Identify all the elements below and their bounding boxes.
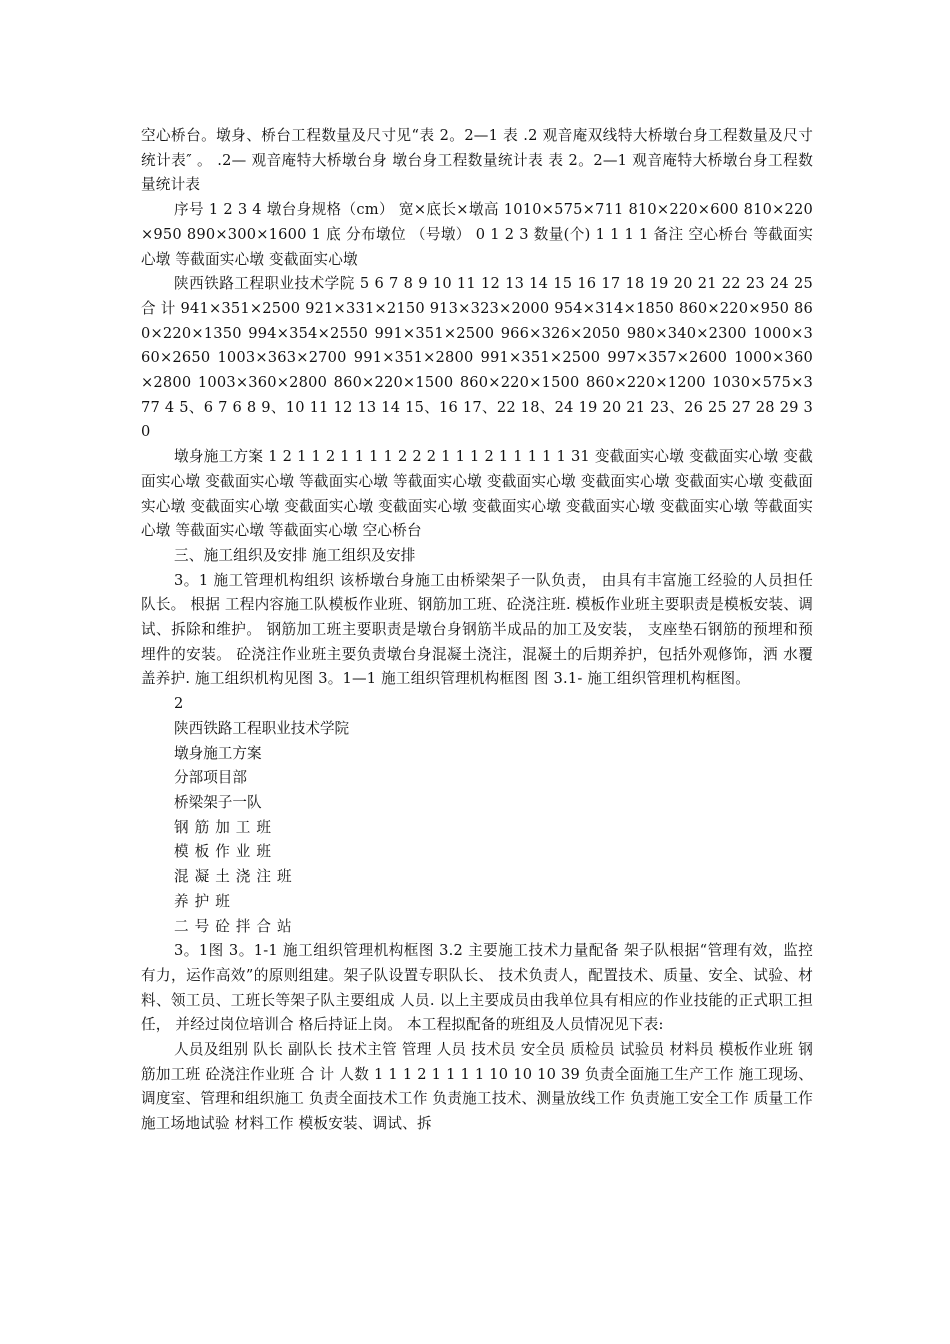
org-node-project-dept: 分部项目部 (174, 769, 247, 787)
org-node-bridge-team: 桥梁架子一队 (174, 793, 262, 811)
header-school-name: 陕西铁路工程职业技术学院 (174, 719, 350, 737)
paragraph-table-row-5-30: 陕西铁路工程职业技术学院 5 6 7 8 9 10 11 12 13 14 15 16 17 18 19 20 21 22 23 24 25 合 计 941×351×2500 921×331×2150 913×323×2000 954×314×1850 860×220×950 860×220×1350 994×354×2550 991×351×2500 966×326×2050 980×340×2300 1000×360×2650 1003×363×2700 991×351×2800 991×351×2500 997×357×2600 1000×360×2800 1003×360×2800 860×220×1500 860×220×1500 860×220×1200 1030×575×377 4 5、6 7 6 8 9、10 11 12 13 14 15、16 17、22 18、24 19 20 21 23、26 25 27 28 29 30 (141, 275, 814, 441)
org-node-curing-team: 养护班 (174, 892, 236, 910)
paragraph-management-organization: 3。1 施工管理机构组织 该桥墩台身施工由桥梁架子一队负责， 由具有丰富施工经验的人员担任队长。 根据 工程内容施工队模板作业班、钢筋加工班、砼浇注班. 模板作业班主要职责是模板安装、调试、拆除和维护。 钢筋加工班主要职责是墩台身钢筋半成品的加工及安装， 支座垫石钢筋的预埋和预 埋件的安装。 砼浇注作业班主要负责墩台身混凝土浇注，混凝土的后期养护，包括外观修饰，洒 水覆盖养护. 施工组织机构见图 3。1—1 施工组织管理机构框图 图 3.1- 施工组织管理机构框图。 (141, 571, 813, 688)
page-number: 2 (174, 695, 184, 713)
paragraph-quantity-intro: 空心桥台。墩身、桥台工程数量及尺寸见“表 2。2—1 表 .2 观音庵双线特大桥墩台身工程数量及尺寸统计表″ 。 .2— 观音庵特大桥墩台身 墩台身工程数量统计表 表 2。2—1 观音庵特大桥墩台身工程数量统计表 (141, 127, 813, 194)
paragraph-table-row-1-4: 序号 1 2 3 4 墩台身规格（cm） 宽×底长×墩高 1010×575×711 810×220×600 810×220×950 890×300×1600 1 底 分布墩位 （号墩） 0 1 2 3 数量(个) 1 1 1 1 备注 空心桥台 等截面实心墩 等截面实心墩 变截面实心墩 (141, 201, 813, 268)
header-doc-title: 墩身施工方案 (174, 744, 262, 762)
paragraph-technical-staffing: 3。1图 3。1-1 施工组织管理机构框图 3.2 主要施工技术力量配备 架子队根据“管理有效，监控有力，运作高效”的原则组建。架子队设置专职队长、 技术负责人，配置技术、质量、安全、试验、材料、领工员、工班长等架子队主要组成 人员. 以上主要成员由我单位具有相应的作业技能的正式职工担任， 并经过岗位培训合 格后持证上岗。 本工程拟配备的班组及人员情况见下表: (141, 942, 813, 1034)
org-node-formwork-team: 模板作业班 (174, 843, 277, 861)
paragraph-pier-types: 墩身施工方案 1 2 1 1 2 1 1 1 1 2 2 2 1 1 1 2 1 1 1 1 1 31 变截面实心墩 变截面实心墩 变截面实心墩 变截面实心墩 等截面实心墩 等截面实心墩 变截面实心墩 变截面实心墩 变截面实心墩 变截面实心墩 变截面实心墩 变截面实心墩 变截面实心墩 变截面实心墩 变截面实心墩 变截面实心墩 等截面实心墩 等截面实心墩 等截面实心墩 空心桥台 (141, 448, 813, 540)
org-node-rebar-team: 钢筋加工班 (174, 818, 277, 836)
paragraph-staff-table: 人员及组别 队长 副队长 技术主管 管理 人员 技术员 安全员 质检员 试验员 材料员 模板作业班 钢筋加工班 砼浇注作业班 合 计 人数 1 1 1 2 1 1 1 1 10 10 10 39 负责全面施工生产工作 施工现场、调度室、管理和组织施工 负责全面技术工作 负责施工技术、测量放线工作 负责施工安全工作 质量工作 施工场地试验 材料工作 模板安装、调试、拆 (141, 1041, 813, 1133)
org-node-concrete-team: 混凝土浇注班 (174, 868, 298, 886)
org-node-mixing-station: 二号砼拌合站 (174, 917, 298, 935)
section-heading-organization: 三、施工组织及安排 施工组织及安排 (174, 546, 416, 564)
document-page (141, 124, 813, 1137)
org-chart-text (141, 692, 813, 939)
